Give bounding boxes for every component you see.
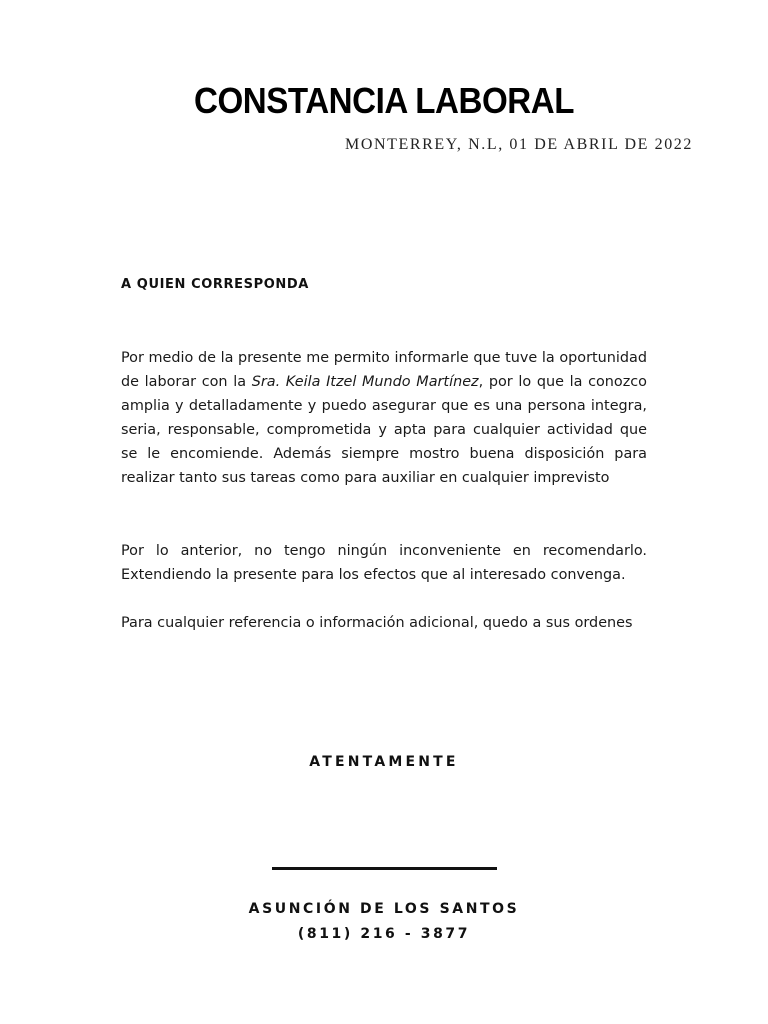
closing-word: ATENTAMENTE [309,754,459,770]
document-title: CONSTANCIA LABORAL [194,80,574,121]
signature-line [272,867,497,870]
signer-name: ASUNCIÓN DE LOS SANTOS [248,901,520,917]
salutation: A QUIEN CORRESPONDA [121,277,309,292]
body-paragraph-2: Por lo anterior, no tengo ningún inconveniente en recomendarlo. Extendiendo la presente para los efectos que al interesado convenga. [121,543,647,583]
body-paragraph-1 [121,346,647,490]
body-paragraph-3: Para cualquier referencia o información adicional, quedo a sus ordenes [121,615,633,631]
employee-name: Sra. Keila Itzel Mundo Martínez [251,374,479,390]
paragraph-1-intro: Por medio de la presente me permito informarle que tuve la oportunidad de laborar con la [121,350,647,390]
paragraph-1-rest: , por lo que la conozco amplia y detalladamente y puedo asegurar que es una persona integra, seria, responsable, comprometida y apta para cualquier actividad que se le encomiende. Además siempre mostro buena disposición para realizar tanto sus tareas como para auxiliar en cualquier imprevisto [121,374,647,486]
signer-phone: (811) 216 - 3877 [297,926,471,942]
place-date: MONTERREY, N.L, 01 DE ABRIL DE 2022 [345,136,693,153]
